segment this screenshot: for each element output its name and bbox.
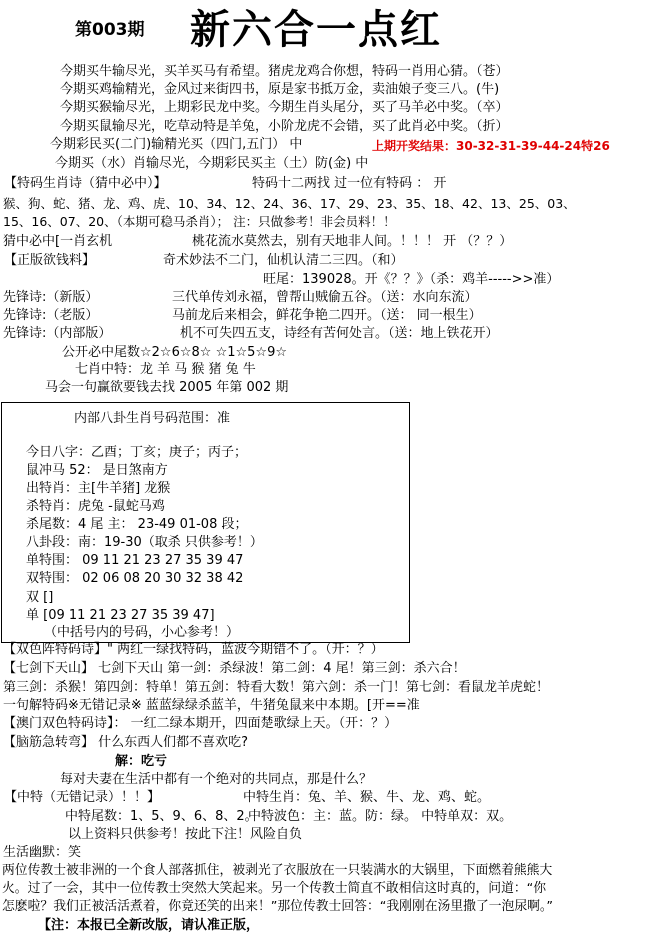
humor-line: 火。过了一会，其中一位传教士突然大笑起来。另一个传教士简直不敢相信这时真的，问道：“你: [2, 881, 547, 896]
humor-label: 生活幽默：笑: [3, 845, 82, 860]
bagua-weishu: 杀尾数：4 尾 主： 23-49 01-08 段；: [26, 517, 248, 532]
poem-line: 今期买鼠输尽光，吃草动特是羊兔，小阶龙虎不会错，买了此肖必中奖。（折）: [60, 119, 509, 134]
section-line: 一句解特码※无错记录※ 蓝蓝绿绿杀蓝羊，牛猪兔鼠来中本期。[开==准: [3, 698, 420, 713]
xianfeng-label: 先锋诗:（新版）: [3, 290, 99, 305]
humor-line: 两位传教士被非洲的一个食人部落抓住，被剥光了衣服放在一只装满水的大锅里，下面燃着熊熊大: [2, 863, 553, 878]
wucuo-weishu: 中特尾数：1、5、9、6、8、2。: [65, 809, 258, 824]
issue-number: 第003期: [75, 20, 145, 40]
riddle-answer: 解：吃亏: [115, 754, 168, 769]
zhengban-label: 【正版欲钱料】: [4, 253, 96, 268]
page-title: 新六合一点红: [190, 6, 442, 53]
texie-label: 【特码生肖诗（猜中必中）】: [4, 176, 167, 191]
section-line: 【七剑下天山】 七剑下天山 第一剑：杀绿波！第二剑：4 尾！第三剑：杀六合！: [3, 661, 466, 676]
xianfeng-text: 马前龙后来相会，鲜花争艳二四开。（送： 同一根生）: [172, 308, 482, 323]
zhengban-tail: 旺尾：139028。开《？？》（杀：鸡羊----->>准）: [263, 272, 560, 287]
texie-guess: 猜中必中[一肖玄机: [3, 234, 113, 249]
bagua-chute: 出特肖：主[牛羊猪] 龙猴: [26, 481, 171, 496]
poem-line: 今期买猴输尽光，上期彩民龙中奖。今期生肖头尾分，买了马羊必中奖。（卒）: [60, 100, 509, 115]
section-line: 【脑筋急转弯】 什么东西人们都不喜欢吃?: [3, 735, 249, 750]
xianfeng-text: 机不可失四五支，诗经有苦何处言。（送：地上铁花开）: [180, 326, 499, 341]
riddle-question: 每对夫妻在生活中都有一个绝对的共同点，那是什么？: [60, 772, 373, 787]
section-line: 第三剑：杀猴！第四剑：特单！第五剑：特看大数！第六剑：杀一门！第七剑：看鼠龙羊虎蛇！: [3, 680, 550, 695]
bagua-dan: 单特围： 09 11 21 23 27 35 39 47: [26, 553, 244, 568]
xianfeng-label: 先锋诗:（老版）: [3, 308, 99, 323]
poem-line: 今期买鸡输精光，金风过来街四书，原是家书抵万金，卖油娘子变三八。(牛): [60, 82, 500, 97]
wucuo-bose: 中特波色：主：蓝。防：绿。 中特单双：双。: [248, 809, 513, 824]
section-line: 【澳门双色特码诗】： 一红二绿本期开，四面楚歌绿上天。（开：？）: [3, 716, 398, 731]
section-line: 【双色阵特码诗】" 两红一绿找特码，蓝波今期错不了。（开：？）: [3, 642, 384, 657]
bagua-title: 内部八卦生肖号码范围：准: [74, 411, 231, 426]
texie-zodiacs: 猴、狗、蛇、猪、龙、鸡、虎、10、34、12、24、36、17、29、23、35、18、42、13、25、03、: [3, 196, 576, 211]
texie-hint: 特码十二两找 过一位有特码 ： 开: [252, 176, 447, 191]
mahui-text: 马会一句赢欲要钱去找 2005 年第 002 期: [45, 380, 289, 395]
bagua-dan2: 单 [09 11 21 23 27 35 39 47]: [26, 608, 215, 623]
bagua-chong: 鼠冲马 52： 是日煞南方: [26, 463, 168, 478]
xianfeng-label: 先锋诗:（内部版）: [3, 326, 112, 341]
humor-line: 怎麽啦？我们正被活活煮着，你竟还笑的出来！”那位传教士回答：“我刚刚在汤里撒了一泡尿啊。”: [2, 899, 553, 914]
last-result: 上期开奖结果：30-32-31-39-44-24特26: [372, 139, 610, 153]
wucuo-shengxiao: 中特生肖：兔、羊、猴、牛、龙、鸡、蛇。: [243, 790, 491, 805]
poem-line: 今期买（水）肖输尽光，今期彩民买主（土）防(金) 中: [55, 156, 369, 171]
poem-line: 今期彩民买(二门)输精光买（四门,五门） 中: [50, 137, 303, 152]
bagua-note: （中括号内的号码，小心参考！）: [44, 625, 240, 640]
bagua-duan: 八卦段：南：19-30（取杀 只供参考！）: [26, 535, 263, 550]
gongkai-tail: 公开必中尾数☆2☆6☆8☆ ☆1☆5☆9☆: [62, 345, 287, 360]
texie-guess-poem: 桃花流水莫然去，别有天地非人间。！！！ 开 （？？）: [192, 234, 513, 249]
zhengban-poem: 奇术妙法不二门，仙机认清二三四。（和）: [163, 253, 404, 268]
texie-numbers: 15、16、07、20、（本期可稳马杀肖）； 注：只做参考！非会员料！！: [3, 214, 396, 229]
bagua-shuang: 双特围： 02 06 08 20 30 32 38 42: [26, 571, 244, 586]
bagua-bazi: 今日八字：乙酉；丁亥；庚子；丙子；: [26, 445, 248, 460]
bagua-shate: 杀特肖：虎兔 -鼠蛇马鸡: [26, 499, 165, 514]
xianfeng-text: 三代单传刘永福，曾帮山贼偷五谷。（送：水向东流）: [172, 290, 478, 305]
footer-note: 【注：本报已全新改版，请认准正版，: [38, 918, 260, 933]
wucuo-note: 以上资料只供参考！按此下注！风险自负: [68, 827, 303, 842]
bagua-shuang2: 双 []: [26, 590, 54, 605]
poem-line: 今期买牛输尽光，买羊买马有希望。猪虎龙鸡合你想，特码一肖用心猜。（苍）: [60, 64, 509, 79]
wucuo-label: 【中特（无错记录）！！】: [4, 790, 161, 805]
bagua-box: [1, 402, 410, 643]
qishang-text: 七肖中特：龙 羊 马 猴 猪 兔 牛: [75, 362, 256, 377]
